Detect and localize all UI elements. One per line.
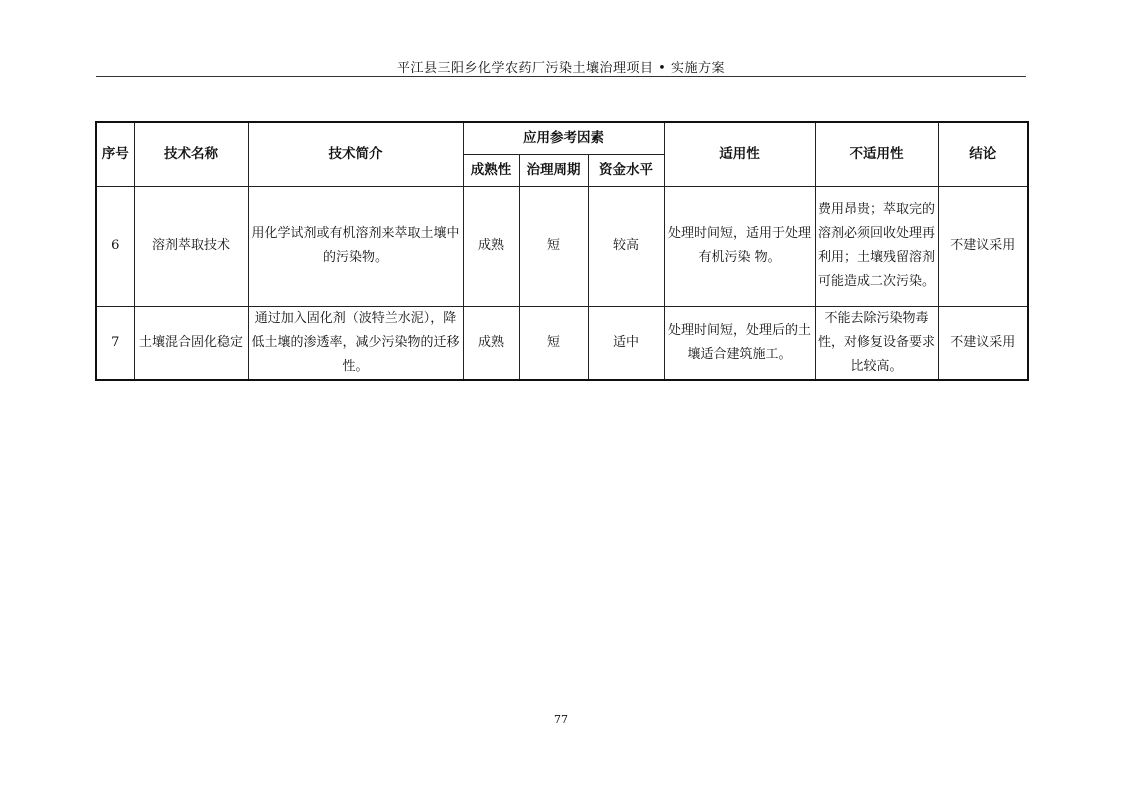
cell-applicability: 处理时间短，处理后的土壤适合建筑施工。 <box>664 306 815 380</box>
cell-tech-name: 土壤混合固化稳定 <box>134 306 248 380</box>
cell-inapplicability: 不能去除污染物毒性，对修复设备要求比较高。 <box>815 306 938 380</box>
cell-inapplicability: 费用昂贵；萃取完的溶剂必须回收处理再利用；土壤残留溶剂可能造成二次污染。 <box>815 186 938 306</box>
cell-cost-level: 适中 <box>588 306 664 380</box>
cell-maturity: 成熟 <box>463 306 519 380</box>
cell-conclusion: 不建议采用 <box>938 186 1028 306</box>
cell-conclusion: 不建议采用 <box>938 306 1028 380</box>
cell-index: 6 <box>96 186 134 306</box>
cell-maturity: 成熟 <box>463 186 519 306</box>
header-tech-name: 技术名称 <box>134 122 248 186</box>
header-applicability: 适用性 <box>664 122 815 186</box>
header-inapplicability: 不适用性 <box>815 122 938 186</box>
header-treatment-period: 治理周期 <box>519 154 588 186</box>
header-application-factors: 应用参考因素 <box>463 122 664 154</box>
header-index: 序号 <box>96 122 134 186</box>
cell-tech-name: 溶剂萃取技术 <box>134 186 248 306</box>
cell-cost-level: 较高 <box>588 186 664 306</box>
table-row <box>96 306 1028 380</box>
table-row <box>96 186 1028 306</box>
header-divider <box>96 76 1026 77</box>
header-tech-intro: 技术简介 <box>248 122 463 186</box>
cell-tech-intro: 通过加入固化剂（波特兰水泥），降低土壤的渗透率，减少污染物的迁移性。 <box>248 306 463 380</box>
header-conclusion: 结论 <box>938 122 1028 186</box>
cell-treatment-period: 短 <box>519 186 588 306</box>
cell-index: 7 <box>96 306 134 380</box>
header-cost-level: 资金水平 <box>588 154 664 186</box>
header-maturity: 成熟性 <box>463 154 519 186</box>
table-header-row <box>96 122 1028 154</box>
cell-treatment-period: 短 <box>519 306 588 380</box>
technology-comparison-table <box>95 121 1029 381</box>
cell-applicability: 处理时间短，适用于处理有机污染 物。 <box>664 186 815 306</box>
cell-tech-intro: 用化学试剂或有机溶剂来萃取土壤中的污染物。 <box>248 186 463 306</box>
page-header-title: 平江县三阳乡化学农药厂污染土壤治理项目 • 实施方案 <box>397 61 725 76</box>
page-number: 77 <box>554 713 568 726</box>
